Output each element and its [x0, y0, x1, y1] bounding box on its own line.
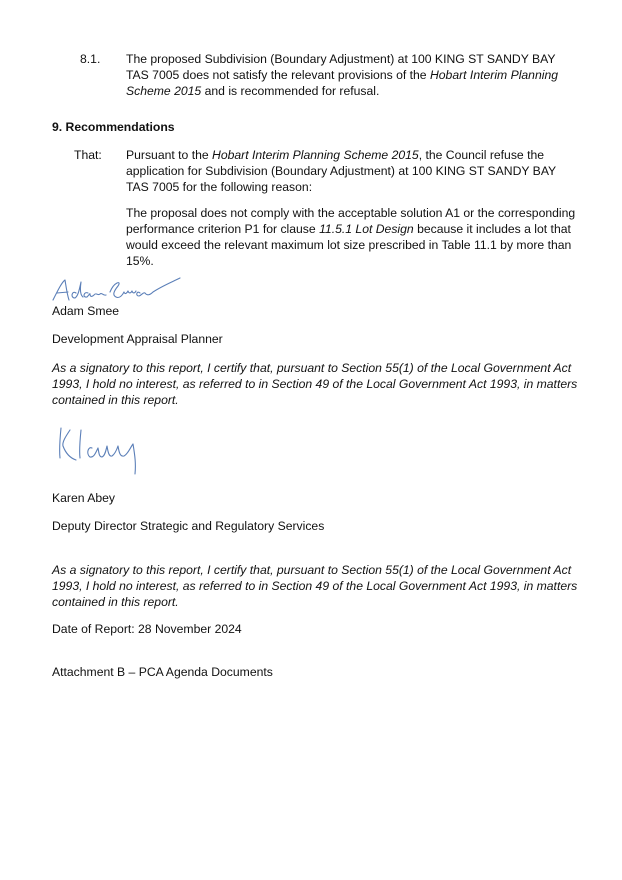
recommendation-text-end: , the Council refuse the application for Subdivision (Boundary Adjustment) at 100 KING ST SANDY BAY TAS 7005 for the following reason: — [126, 148, 556, 194]
recommendation-paragraph — [126, 147, 576, 195]
signature-karen-abey — [54, 424, 144, 476]
reason-paragraph — [126, 205, 576, 269]
recommendation-text-start: Pursuant to the — [126, 148, 213, 162]
report-date: Date of Report: 28 November 2024 — [52, 622, 242, 636]
recommendations-heading: 9. Recommendations — [52, 120, 175, 134]
certification-statement: As a signatory to this report, I certify that, pursuant to Section 55(1) of the Local Government Act 1993, I hold no interest, as referred to in Section 49 of the Local Government Act 1993, in matters contained in this report. — [52, 361, 578, 407]
signatory-name: Adam Smee — [52, 304, 120, 318]
reason-text-end: because it includes a lot that would exceed the relevant maximum lot size prescribed in Table 11.1 by more than 15%. — [126, 222, 572, 268]
attachment-reference: Attachment B – PCA Agenda Documents — [52, 665, 273, 679]
signatory-role: Development Appraisal Planner — [52, 332, 223, 346]
certification-statement: As a signatory to this report, I certify that, pursuant to Section 55(1) of the Local Government Act 1993, I hold no interest, as referred to in Section 49 of the Local Government Act 1993, in matters contained in this report. — [52, 563, 578, 609]
conclusion-paragraph — [126, 51, 581, 99]
item-number: 8.1. — [80, 52, 101, 66]
reason-clause: 11.5.1 Lot Design — [319, 222, 414, 236]
signatory-name: Karen Abey — [52, 491, 116, 505]
conclusion-text-start: The proposed Subdivision (Boundary Adjustment) at 100 KING ST SANDY BAY TAS 7005 does not satisfy the relevant provisions of the — [126, 52, 556, 82]
signatory-role: Deputy Director Strategic and Regulatory Services — [52, 519, 325, 533]
reason-text-start: The proposal does not comply with the acceptable solution A1 or the corresponding performance criterion P1 for clause — [126, 206, 576, 236]
recommendation-scheme-name: Hobart Interim Planning Scheme 2015 — [212, 148, 419, 162]
scheme-name: Hobart Interim Planning Scheme 2015 — [126, 68, 559, 98]
signature-adam-smee — [50, 276, 190, 304]
that-label: That: — [74, 148, 102, 162]
conclusion-text-end: and is recommended for refusal. — [201, 84, 380, 98]
